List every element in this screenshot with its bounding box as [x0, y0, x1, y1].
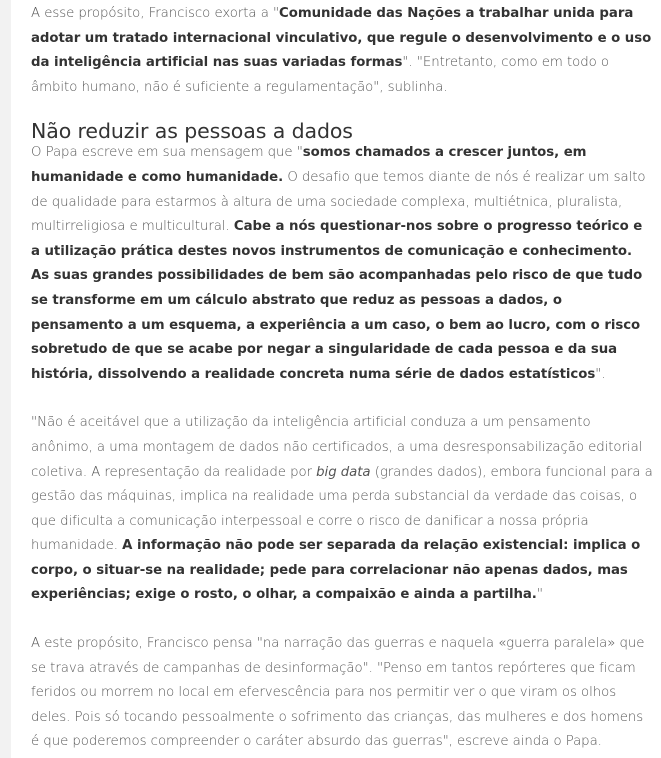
paragraph-emphasis: Comunidade das Nações a trabalhar unida para adotar um tratado internacional vinculativo, que regule o desenvolvimento e o uso da inteligência artificial nas suas variadas formas	[31, 6, 652, 71]
section-heading: Não reduzir as pessoas a dados	[31, 119, 353, 144]
left-margin-bar	[0, 0, 11, 758]
paragraph-text: ".	[595, 366, 606, 382]
paragraph-text: ". "Entretanto, como em todo o âmbito humano, não é suficiente a regulamentação", sublinha.	[31, 55, 609, 95]
paragraph-text: O desafio que temos diante de nós é realizar um salto de qualidade para estarmos à altura de uma sociedade complexa, multiétnica, pluralista, multirreligiosa e multicultural.	[31, 169, 646, 235]
paragraph-text: "Não é aceitável que a utilização da inteligência artificial conduza a um pensamento anônimo, a uma montagem de dados não certificados, a uma desresponsabilização editorial coletiva. A representação da realidade por	[31, 415, 643, 480]
article-paragraph	[31, 632, 653, 755]
paragraph-emphasis: Cabe a nós questionar-nos sobre o progresso teórico e a utilização prática destes novos instrumentos de comunicação e conhecimento. As suas grandes possibilidades de bem são acompanhadas pelo risco de que tudo se transforme em um cálculo abstrato que reduz as pessoas a dados, o pensamento a um esquema, a experiência a um caso, o bem ao lucro, com o risco sobretudo de que se acabe por negar a singularidade de cada pessoa e da sua história, dissolvendo a realidade concreta numa série de dados estatísticos	[31, 219, 643, 382]
paragraph-text: O Papa escreve em sua mensagem que "	[31, 145, 303, 161]
article-body	[31, 0, 653, 755]
paragraph-emphasis: A informação não pode ser separada da relação existencial: implica o corpo, o situar-se na realidade; pede para correlacionar não apenas dados, mas experiências; exige o rosto, o olhar, a compaixão e ainda a partilha.	[31, 538, 641, 603]
article-paragraph	[31, 141, 653, 387]
paragraph-text: A esse propósito, Francisco exorta a "	[31, 6, 280, 21]
paragraph-text: A este propósito, Francisco pensa "na narração das guerras e naquela «guerra paralela» que se trava através de campanhas de desinformação". "Penso em tantos repórteres que ficam feridos ou morrem no local em efervescência para nos permitir ver o que viram os olhos deles. Pois só tocando pessoalmente o sofrimento das crianças, das mulheres e dos homens é que poderemos compreender o caráter absurdo das guerras", escreve ainda o Papa.	[31, 636, 645, 750]
paragraph-text: "	[536, 587, 543, 603]
paragraph-emphasis: somos chamados a crescer juntos, em humanidade e como humanidade.	[31, 145, 587, 185]
paragraph-text: (grandes dados), embora funcional para a gestão das máquinas, implica na realidade uma perda substancial da verdade das coisas, o que dificulta a comunicação interpessoal e corre o risco de danificar a nossa própria humanidade.	[31, 464, 653, 554]
paragraph-italic: big data	[316, 464, 371, 480]
article-paragraph	[31, 411, 653, 608]
article-paragraph	[31, 2, 653, 100]
